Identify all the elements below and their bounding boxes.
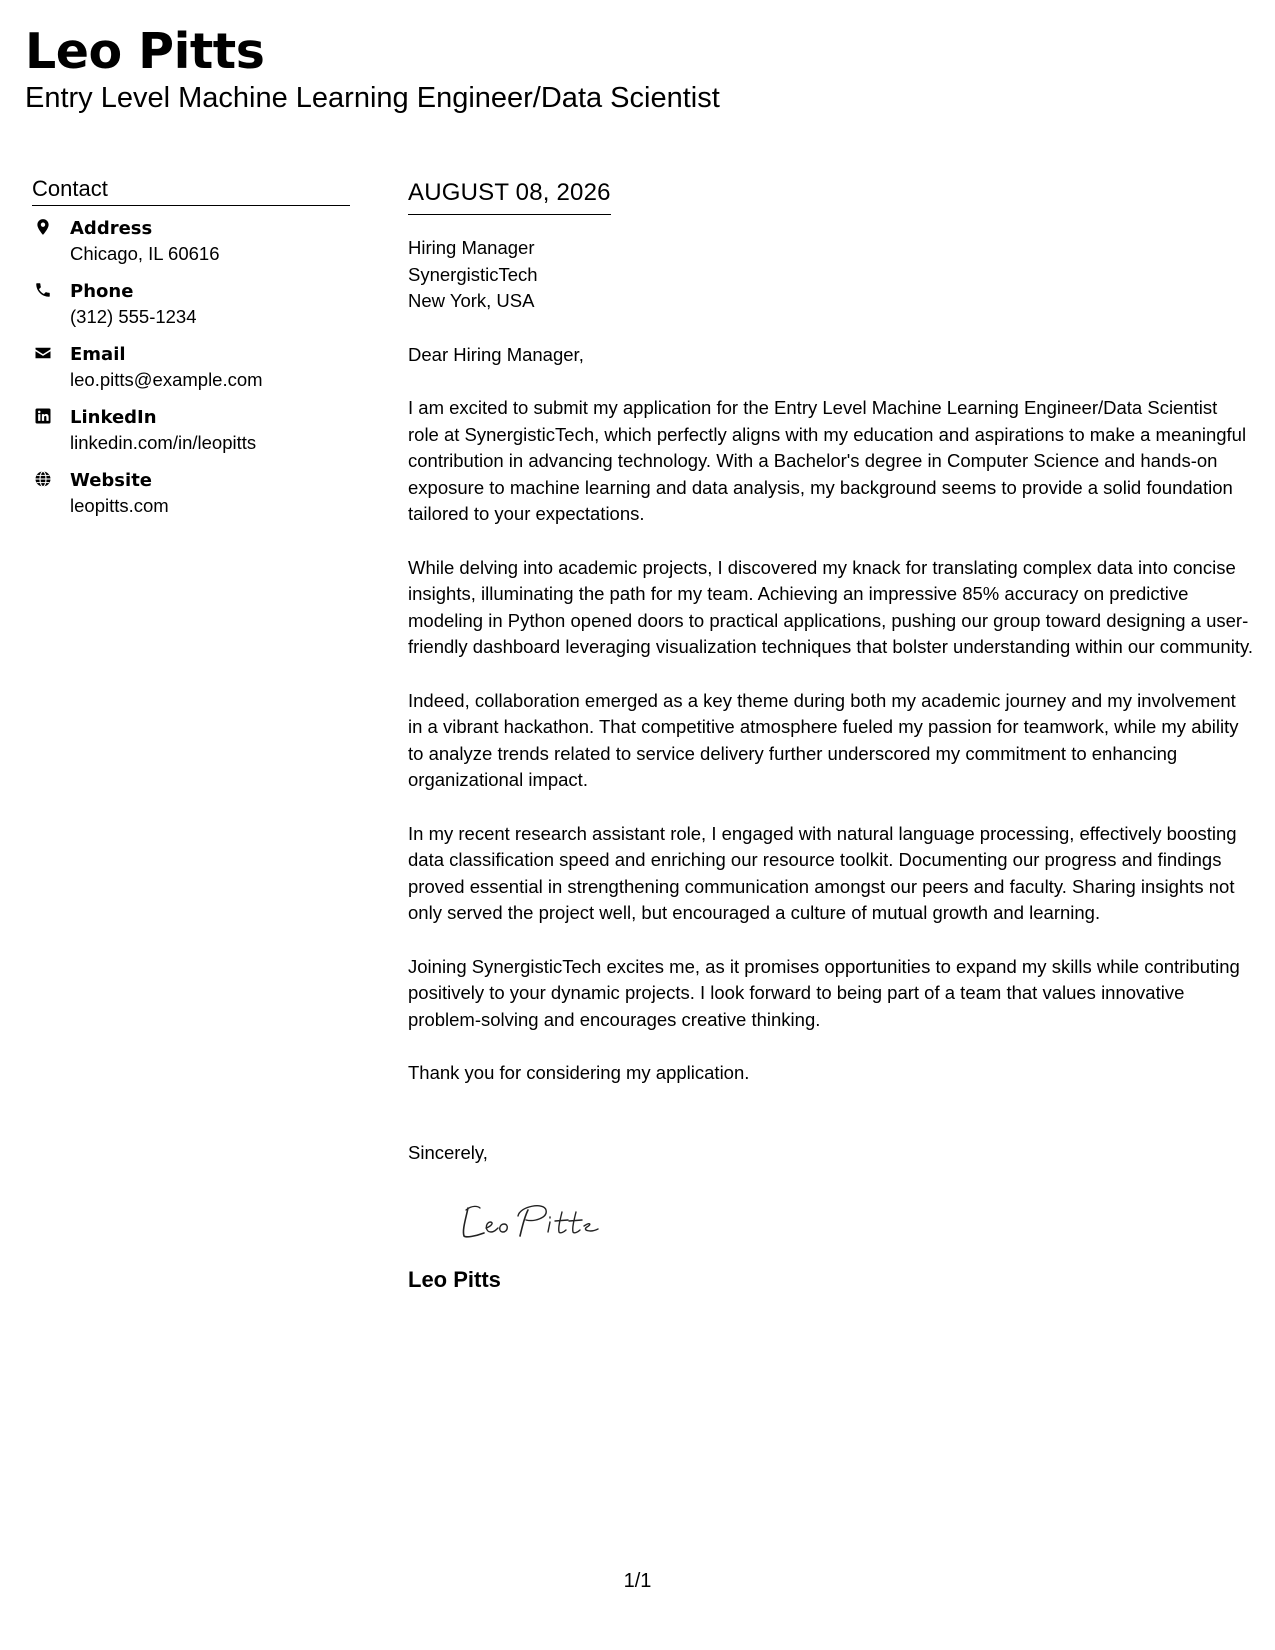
letter-paragraph: Indeed, collaboration emerged as a key theme during both my academic journey and my involvement in a vibrant hackathon. That competitive atmosphere fueled my passion for teamwork, while my ability to analyze trends related to service delivery further underscored my commitment to enhancing organizational impact. [408,689,1239,790]
letter-paragraph: Thank you for considering my application. [408,1062,750,1083]
letter-paragraph: Joining SynergisticTech excites me, as it promises opportunities to expand my skills while contributing positively to your dynamic projects. I look forward to being part of a team that values innovative problem-solving and encourages creative thinking. [408,955,1240,1030]
contact-item-linkedin [32,405,350,468]
recipient-line: Hiring Manager [408,237,535,258]
signer-name: Leo Pitts [408,1267,501,1292]
salutation: Dear Hiring Manager, [408,343,584,365]
cover-letter-body [408,178,1253,1294]
job-title: Entry Level Machine Learning Engineer/Data Scientist [25,82,720,114]
contact-label: Phone [70,281,134,302]
envelope-icon [34,344,52,362]
applicant-name: Leo Pitts [25,23,265,80]
closing: Sincerely, [408,1141,488,1163]
letter-paragraph: In my recent research assistant role, I engaged with natural language processing, effectively boosting data classification speed and enriching our resource toolkit. Documenting our progress and findings proved essential in strengthening communication amongst our peers and faculty. Sharing insights not only served the project well, but encouraged a culture of mutual growth and learning. [408,822,1237,923]
contact-sidebar [32,175,350,531]
letter-paragraph: I am excited to submit my application for the Entry Level Machine Learning Engineer/Data Scientist role at SynergisticTech, which perfectly aligns with my education and aspirations to make a meaningful contribution in advancing technology. With a Bachelor's degree in Computer Science and hands-on exposure to machine learning and data analysis, my background seems to provide a solid foundation tailored to your expectations. [408,397,1247,524]
contact-label: LinkedIn [70,407,157,428]
website-value: leopitts.com [70,495,169,516]
contact-label: Website [70,470,153,491]
contact-label: Email [70,344,126,365]
contact-item-website [32,468,350,531]
phone-icon [34,281,52,299]
linkedin-icon [34,407,52,425]
email-value: leo.pitts@example.com [70,369,263,390]
page-number: 1/1 [623,1570,652,1592]
recipient-block [408,235,1253,315]
handwritten-signature [458,1196,618,1244]
contact-label: Address [70,218,153,239]
phone-value: (312) 555-1234 [70,306,197,327]
contact-item-phone [32,279,350,342]
contact-item-email [32,342,350,405]
globe-icon [34,470,52,488]
recipient-line: SynergisticTech [408,263,538,285]
linkedin-value: linkedin.com/in/leopitts [70,432,257,453]
recipient-line: New York, USA [408,290,535,311]
letter-date: AUGUST 08, 2026 [408,178,611,215]
contact-heading: Contact [32,175,350,206]
map-pin-icon [34,218,52,236]
contact-item-address [32,216,350,279]
letter-paragraph: While delving into academic projects, I discovered my knack for translating complex data into concise insights, illuminating the path for my team. Achieving an impressive 85% accuracy on predictive modeling in Python opened doors to practical applications, pushing our group toward designing a user-friendly dashboard leveraging visualization techniques that bolster understanding within our community. [408,556,1253,657]
address-value: Chicago, IL 60616 [70,243,220,264]
